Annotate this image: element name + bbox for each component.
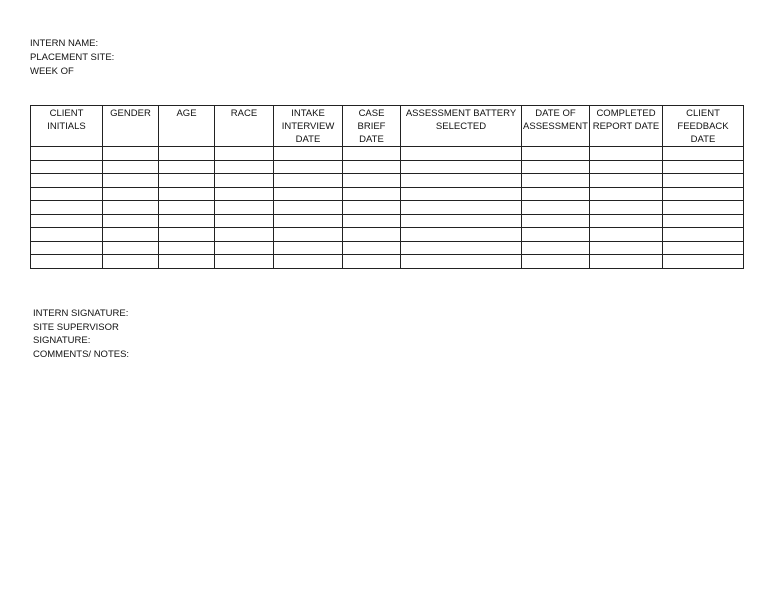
column-header-client-feedback-date: CLIENT FEEDBACK DATE bbox=[663, 106, 744, 147]
signature-label: SIGNATURE: bbox=[33, 335, 91, 347]
form-header bbox=[30, 37, 114, 79]
table-cell[interactable] bbox=[274, 160, 343, 174]
column-header-date-of-assessment: DATE OF ASSESSMENT bbox=[522, 106, 590, 147]
table-cell[interactable] bbox=[31, 214, 103, 228]
table-cell[interactable] bbox=[590, 255, 663, 269]
table-row bbox=[31, 160, 744, 174]
column-header-intake-interview-date: INTAKE INTERVIEW DATE bbox=[274, 106, 343, 147]
table-cell[interactable] bbox=[401, 255, 522, 269]
table-cell[interactable] bbox=[663, 160, 744, 174]
table-cell[interactable] bbox=[274, 241, 343, 255]
table-body bbox=[31, 147, 744, 269]
table-header-row bbox=[31, 106, 744, 147]
table-row bbox=[31, 214, 744, 228]
table-cell[interactable] bbox=[522, 214, 590, 228]
table-cell[interactable] bbox=[590, 228, 663, 242]
table-cell[interactable] bbox=[590, 160, 663, 174]
table-cell[interactable] bbox=[343, 255, 401, 269]
table-cell[interactable] bbox=[663, 187, 744, 201]
table-cell[interactable] bbox=[343, 147, 401, 161]
comments-notes-label: COMMENTS/ NOTES: bbox=[33, 348, 130, 360]
table-cell[interactable] bbox=[159, 228, 215, 242]
table-cell[interactable] bbox=[401, 174, 522, 188]
table-cell[interactable] bbox=[159, 241, 215, 255]
table-row bbox=[31, 174, 744, 188]
table-cell[interactable] bbox=[343, 241, 401, 255]
table-cell[interactable] bbox=[159, 174, 215, 188]
table-cell[interactable] bbox=[343, 214, 401, 228]
table-cell[interactable] bbox=[159, 214, 215, 228]
table-cell[interactable] bbox=[663, 228, 744, 242]
table-cell[interactable] bbox=[31, 255, 103, 269]
table-row bbox=[31, 201, 744, 215]
table-cell[interactable] bbox=[274, 147, 343, 161]
table-cell[interactable] bbox=[590, 187, 663, 201]
column-header-client-initials: CLIENT INITIALS bbox=[31, 106, 103, 147]
table-cell[interactable] bbox=[215, 228, 274, 242]
table-cell[interactable] bbox=[103, 160, 159, 174]
table-cell[interactable] bbox=[31, 160, 103, 174]
table-cell[interactable] bbox=[274, 214, 343, 228]
table-row bbox=[31, 187, 744, 201]
table-cell[interactable] bbox=[522, 201, 590, 215]
table-cell[interactable] bbox=[343, 187, 401, 201]
table-cell[interactable] bbox=[103, 255, 159, 269]
table-cell[interactable] bbox=[274, 228, 343, 242]
table-cell[interactable] bbox=[159, 187, 215, 201]
table-cell[interactable] bbox=[522, 160, 590, 174]
table-cell[interactable] bbox=[103, 147, 159, 161]
table-cell[interactable] bbox=[590, 241, 663, 255]
table-cell[interactable] bbox=[663, 214, 744, 228]
table-cell[interactable] bbox=[274, 174, 343, 188]
table-cell[interactable] bbox=[401, 160, 522, 174]
table-cell[interactable] bbox=[31, 228, 103, 242]
table-cell[interactable] bbox=[215, 214, 274, 228]
table-cell[interactable] bbox=[590, 147, 663, 161]
table-cell[interactable] bbox=[103, 241, 159, 255]
intern-signature-label: INTERN SIGNATURE: bbox=[33, 308, 129, 319]
column-header-assessment-battery-selected: ASSESSMENT BATTERY SELECTED bbox=[401, 106, 522, 147]
table-row bbox=[31, 228, 744, 242]
table-cell[interactable] bbox=[343, 228, 401, 242]
table-cell[interactable] bbox=[103, 201, 159, 215]
table-cell[interactable] bbox=[343, 201, 401, 215]
table-cell[interactable] bbox=[663, 241, 744, 255]
week-of-label: WEEK OF bbox=[30, 66, 74, 77]
table-cell[interactable] bbox=[103, 228, 159, 242]
table-cell[interactable] bbox=[215, 201, 274, 215]
table-cell[interactable] bbox=[401, 228, 522, 242]
table-cell[interactable] bbox=[522, 255, 590, 269]
table-cell[interactable] bbox=[343, 160, 401, 174]
table-cell[interactable] bbox=[103, 187, 159, 201]
table-cell[interactable] bbox=[663, 147, 744, 161]
table-cell[interactable] bbox=[401, 187, 522, 201]
table-cell[interactable] bbox=[663, 201, 744, 215]
table-cell[interactable] bbox=[401, 147, 522, 161]
table-cell[interactable] bbox=[663, 255, 744, 269]
table-cell[interactable] bbox=[215, 241, 274, 255]
table-cell[interactable] bbox=[215, 255, 274, 269]
table-cell[interactable] bbox=[522, 187, 590, 201]
column-header-case-brief-date: CASE BRIEF DATE bbox=[343, 106, 401, 147]
column-header-race: RACE bbox=[215, 106, 274, 147]
site-supervisor-label: SITE SUPERVISOR bbox=[33, 321, 119, 333]
placement-site-label: PLACEMENT SITE: bbox=[30, 52, 115, 63]
table-cell[interactable] bbox=[401, 201, 522, 215]
table-cell[interactable] bbox=[159, 255, 215, 269]
table-cell[interactable] bbox=[31, 174, 103, 188]
table-cell[interactable] bbox=[274, 201, 343, 215]
table-cell[interactable] bbox=[31, 201, 103, 215]
table-cell[interactable] bbox=[401, 241, 522, 255]
table-cell[interactable] bbox=[522, 174, 590, 188]
table-cell[interactable] bbox=[274, 255, 343, 269]
table-cell[interactable] bbox=[522, 147, 590, 161]
table-cell[interactable] bbox=[401, 214, 522, 228]
intern-name-label: INTERN NAME: bbox=[30, 38, 99, 49]
table-row bbox=[31, 241, 744, 255]
table-cell[interactable] bbox=[31, 241, 103, 255]
table-cell[interactable] bbox=[103, 174, 159, 188]
column-header-gender: GENDER bbox=[103, 106, 159, 147]
table-cell[interactable] bbox=[215, 160, 274, 174]
table-cell[interactable] bbox=[215, 174, 274, 188]
table-cell[interactable] bbox=[215, 147, 274, 161]
table-cell[interactable] bbox=[663, 174, 744, 188]
table-cell[interactable] bbox=[590, 201, 663, 215]
client-log-table bbox=[30, 105, 744, 269]
column-header-age: AGE bbox=[159, 106, 215, 147]
table-cell[interactable] bbox=[215, 187, 274, 201]
table-cell[interactable] bbox=[159, 160, 215, 174]
table-cell[interactable] bbox=[590, 214, 663, 228]
table-row bbox=[31, 255, 744, 269]
table-cell[interactable] bbox=[159, 147, 215, 161]
table-cell[interactable] bbox=[522, 228, 590, 242]
table-cell[interactable] bbox=[522, 241, 590, 255]
column-header-completed-report-date: COMPLETED REPORT DATE bbox=[590, 106, 663, 147]
table-cell[interactable] bbox=[343, 174, 401, 188]
table-cell[interactable] bbox=[274, 187, 343, 201]
table-row bbox=[31, 147, 744, 161]
table-cell[interactable] bbox=[159, 201, 215, 215]
form-footer bbox=[33, 307, 129, 361]
table-cell[interactable] bbox=[31, 147, 103, 161]
table-cell[interactable] bbox=[31, 187, 103, 201]
table-cell[interactable] bbox=[590, 174, 663, 188]
table-cell[interactable] bbox=[103, 214, 159, 228]
